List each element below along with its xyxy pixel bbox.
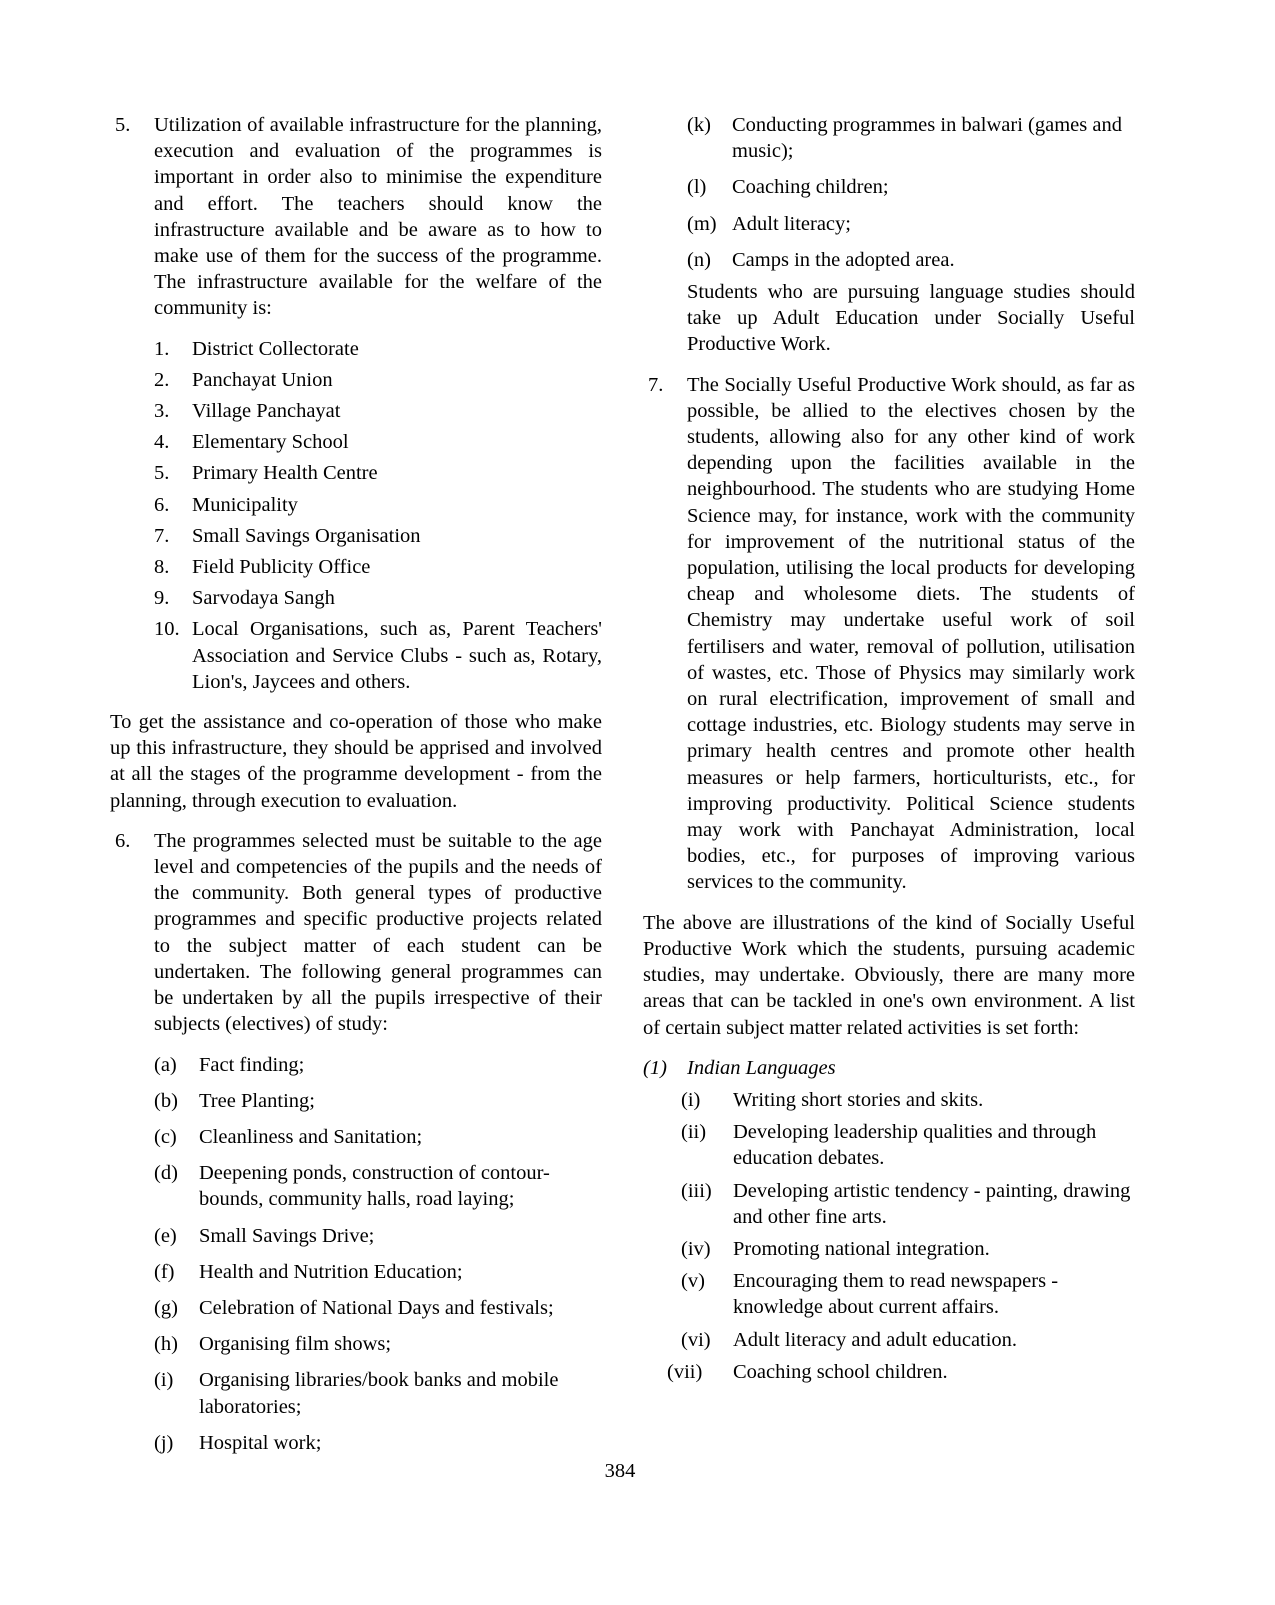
list-item-text: Tree Planting; (199, 1089, 315, 1112)
list-item (154, 585, 602, 611)
list-item-text: Health and Nutrition Education; (199, 1260, 463, 1283)
list-item-marker: (iv) (681, 1237, 711, 1260)
list-item (687, 174, 1135, 200)
list-item-text: Panchayat Union (192, 368, 333, 391)
list-item (154, 429, 602, 455)
list-item (154, 1295, 602, 1321)
section-heading-indian-languages (643, 1055, 1135, 1081)
list-item (154, 1259, 602, 1285)
list-item (154, 492, 602, 518)
list-item-marker: 7. (154, 524, 170, 547)
list-item-marker: (b) (154, 1089, 178, 1112)
numbered-item-6-text: The programmes selected must be suitable to the age level and competencies of the pupils and the needs of the community. Both general types of productive programmes and specific productive projects related to the subject matter of each student can be undertaken. The following general programmes can be undertaken by all the pupils irrespective of their subjects (electives) of study: (154, 829, 602, 1036)
numbered-item-6 (110, 828, 602, 1038)
list-item (154, 336, 602, 362)
list-item-marker: 5. (154, 462, 170, 485)
list-item-text: Organising libraries/book banks and mobile laboratories; (199, 1369, 559, 1418)
numbered-item-5 (110, 112, 602, 322)
infrastructure-list (110, 336, 602, 695)
list-item-text: Developing artistic tendency - painting, drawing and other fine arts. (733, 1179, 1131, 1228)
list-item-text: Local Organisations, such as, Parent Teachers' Association and Service Clubs - such as, Rotary, Lion's, Jaycees and others. (192, 618, 602, 693)
list-item-marker: (v) (681, 1270, 705, 1293)
list-item-text: Organising film shows; (199, 1333, 392, 1356)
students-language-block (643, 279, 1135, 358)
list-item-text: Coaching children; (732, 176, 889, 199)
list-item (154, 1052, 602, 1078)
list-item-text: Developing leadership qualities and through education debates. (733, 1121, 1097, 1170)
list-item-marker: (vi) (681, 1328, 711, 1351)
numbered-item-7-text: The Socially Useful Productive Work should, as far as possible, be allied to the electives chosen by the students, allowing also for any other kind of work depending upon the facilities available in the neighbourhood. The students who are studying Home Science may, for instance, work with the community for improvement of the nutritional status of the population, utilising the local products for developing cheap and wholesome diets. The students of Chemistry may undertake useful work of soil fertilisers and water, removal of pollution, utilisation of wastes, etc. Those of Physics may similarly work on rural electrification, improvement of small and cottage industries, etc. Biology students may serve in primary health centres and promote other health measures or help farmers, horticulturists, etc., for improving productivity. Political Science students may work with Panchayat Administration, local bodies, etc., for purposes of improving various services to the community. (687, 373, 1135, 894)
list-item-marker: (i) (681, 1088, 701, 1111)
list-item-marker: 3. (154, 400, 170, 423)
list-item-text: Field Publicity Office (192, 556, 371, 579)
list-item-marker: 6. (154, 493, 170, 516)
list-item-text: Village Panchayat (192, 400, 341, 423)
list-item-text: Deepening ponds, construction of contour-bounds, community halls, road laying; (199, 1162, 550, 1211)
numbered-item-7 (643, 372, 1135, 896)
list-item-marker: (l) (687, 176, 707, 199)
list-item-text: Coaching school children. (733, 1360, 948, 1383)
list-item-marker: (h) (154, 1333, 178, 1356)
list-item-text: Hospital work; (199, 1431, 322, 1454)
list-item (154, 398, 602, 424)
list-item-marker: 1. (154, 337, 170, 360)
list-item-text: Municipality (192, 493, 298, 516)
list-item (681, 1119, 1135, 1171)
list-item-marker: (m) (687, 212, 717, 235)
list-item-text: Primary Health Centre (192, 462, 378, 485)
list-item-text: Small Savings Drive; (199, 1224, 375, 1247)
list-item-text: Promoting national integration. (733, 1237, 990, 1260)
list-item-marker: 9. (154, 587, 170, 610)
numbered-item-5-marker: 5. (115, 114, 131, 136)
list-item-text: Celebration of National Days and festivals; (199, 1296, 554, 1319)
list-item-marker: (j) (154, 1431, 174, 1454)
paragraph-assistance: To get the assistance and co-operation of those who make up this infrastructure, they should be apprised and involved at all the stages of the programme development - from the planning, through execution to evaluation. (110, 711, 602, 812)
list-item-text: Conducting programmes in balwari (games and music); (732, 114, 1122, 163)
list-item-marker: (n) (687, 248, 711, 271)
list-item (154, 554, 602, 580)
section-heading-marker: (1) (643, 1056, 667, 1079)
list-item (687, 211, 1135, 237)
list-item-text: District Collectorate (192, 337, 359, 360)
list-item-marker: 10. (154, 618, 180, 641)
numbered-item-6-marker: 6. (115, 829, 131, 852)
list-item-text: Encouraging them to read newspapers - knowledge about current affairs. (733, 1270, 1059, 1319)
right-column (643, 112, 1135, 1385)
numbered-item-7-marker: 7. (648, 373, 664, 396)
list-item (154, 460, 602, 486)
list-item-marker: (a) (154, 1053, 177, 1076)
indian-languages-activities (643, 1087, 1135, 1385)
list-item-text: Writing short stories and skits. (733, 1088, 984, 1111)
list-item-text: Adult literacy; (732, 212, 851, 235)
list-item-text: Sarvodaya Sangh (192, 587, 335, 610)
list-item (154, 523, 602, 549)
list-item-marker: (k) (687, 114, 711, 136)
list-item (681, 1327, 1135, 1353)
list-item-text: Small Savings Organisation (192, 524, 421, 547)
programme-list (110, 1052, 602, 1456)
list-item-marker: 4. (154, 431, 170, 454)
list-item (681, 1268, 1135, 1320)
list-item-marker: (i) (154, 1369, 174, 1392)
list-item (687, 247, 1135, 273)
paragraph-above-illustrations: The above are illustrations of the kind of Socially Useful Productive Work which the students, pursuing academic studies, may undertake. Obviously, there are many more areas that can be tackled in one's own environment. A list of certain subject matter related activities is set forth: (643, 911, 1135, 1039)
list-item (681, 1178, 1135, 1230)
page-number: 384 (604, 1460, 636, 1482)
list-item-text: Adult literacy and adult education. (733, 1328, 1018, 1351)
list-item-marker: (d) (154, 1162, 178, 1185)
list-item (681, 1236, 1135, 1262)
list-item-marker: (vii) (667, 1360, 703, 1383)
paragraph-students-language: Students who are pursuing language studies should take up Adult Education under Socially Useful Productive Work. (687, 281, 1135, 356)
list-item (687, 112, 1135, 164)
list-item (154, 1430, 602, 1456)
list-item-marker: (c) (154, 1125, 177, 1148)
programme-list-continued (643, 112, 1135, 273)
list-item-marker: (ii) (681, 1121, 707, 1144)
list-item (154, 1160, 602, 1212)
list-item-marker: 2. (154, 368, 170, 391)
list-item-text: Elementary School (192, 431, 349, 454)
list-item (154, 1331, 602, 1357)
list-item-text: Cleanliness and Sanitation; (199, 1125, 423, 1148)
list-item (154, 1367, 602, 1419)
list-item-marker: (g) (154, 1296, 178, 1319)
list-item-text: Fact finding; (199, 1053, 305, 1076)
list-item-marker: 8. (154, 556, 170, 579)
section-heading-title: Indian Languages (687, 1056, 836, 1079)
list-item-marker: (iii) (681, 1179, 712, 1202)
list-item (681, 1087, 1135, 1113)
list-item (154, 367, 602, 393)
list-item (154, 616, 602, 695)
list-item (154, 1088, 602, 1114)
list-item (154, 1124, 602, 1150)
list-item-marker: (e) (154, 1224, 177, 1247)
left-column (110, 112, 602, 1456)
list-item (667, 1359, 1135, 1385)
list-item-text: Camps in the adopted area. (732, 248, 955, 271)
list-item (154, 1223, 602, 1249)
numbered-item-5-text: Utilization of available infrastructure for the planning, execution and evaluation of the programmes is important in order also to minimise the expenditure and effort. The teachers should know the infrastructure available and be aware as to how to make use of them for the success of the programme. The infrastructure available for the welfare of the community is: (154, 114, 602, 320)
list-item-marker: (f) (154, 1260, 175, 1283)
